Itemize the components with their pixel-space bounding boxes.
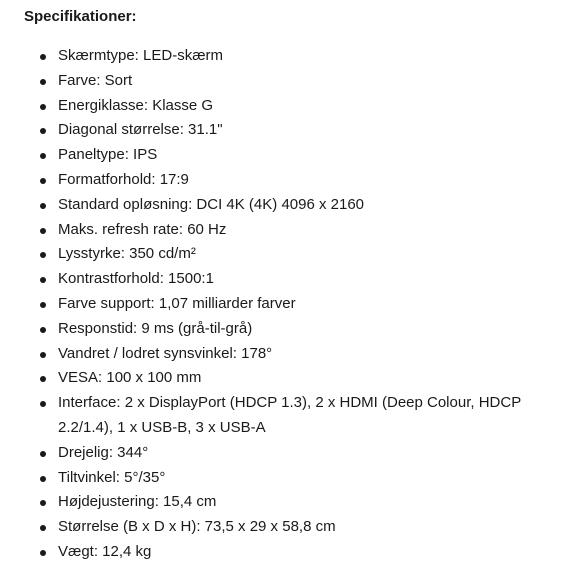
- spec-item-aspect-ratio: [0, 168, 567, 193]
- bullet-icon: [40, 525, 46, 531]
- bullet-icon: [40, 302, 46, 308]
- spec-text: Vandret / lodret synsvinkel: 178°: [58, 344, 273, 362]
- spec-item-response-time: [0, 317, 567, 342]
- spec-text: Lysstyrke: 350 cd/m²: [58, 245, 196, 263]
- spec-text: Energiklasse: Klasse G: [58, 96, 214, 114]
- spec-text: Skærmtype: LED-skærm: [58, 47, 224, 64]
- spec-text: Formatforhold: 17:9: [58, 170, 189, 188]
- spec-text: Responstid: 9 ms (grå-til-grå): [58, 319, 253, 337]
- spec-text: VESA: 100 x 100 mm: [58, 369, 202, 387]
- spec-text: Vægt: 12,4 kg: [58, 542, 152, 560]
- bullet-icon: [40, 104, 46, 110]
- spec-item-diagonal-size: [0, 118, 567, 143]
- bullet-icon: [40, 128, 46, 134]
- spec-item-color-support: [0, 292, 567, 317]
- bullet-icon: [40, 401, 46, 407]
- bullet-icon: [40, 228, 46, 234]
- spec-text: Maks. refresh rate: 60 Hz: [58, 220, 227, 238]
- bullet-icon: [40, 500, 46, 506]
- spec-text: Kontrastforhold: 1500:1: [58, 270, 214, 288]
- spec-text: Farve: Sort: [58, 71, 133, 89]
- bullet-icon: [40, 79, 46, 85]
- spec-text: Paneltype: IPS: [58, 146, 158, 164]
- spec-item-screen-type: [0, 44, 567, 69]
- spec-text: Standard opløsning: DCI 4K (4K) 4096 x 2160: [58, 195, 365, 213]
- spec-text: Interface: 2 x DisplayPort (HDCP 1.3), 2 x HDMI (Deep Colour, HDCP 2.2/1.4), 1 x USB-B, 3 x USB-A: [58, 394, 521, 436]
- spec-text: Størrelse (B x D x H): 73,5 x 29 x 58,8 cm: [58, 518, 336, 536]
- bullet-icon: [40, 376, 46, 382]
- spec-item-height-adjustment: [0, 490, 567, 515]
- spec-item-refresh-rate: [0, 218, 567, 243]
- spec-item-energy-class: [0, 94, 567, 119]
- bullet-icon: [40, 327, 46, 333]
- bullet-icon: [40, 252, 46, 258]
- spec-text: Farve support: 1,07 milliarder farver: [58, 294, 296, 312]
- spec-text: Tiltvinkel: 5°/35°: [58, 468, 166, 486]
- bullet-icon: [40, 476, 46, 482]
- spec-item-weight: [0, 540, 567, 565]
- spec-item-resolution: [0, 193, 567, 218]
- bullet-icon: [40, 203, 46, 209]
- bullet-icon: [40, 178, 46, 184]
- spec-item-tilt: [0, 466, 567, 491]
- spec-text: Drejelig: 344°: [58, 443, 149, 461]
- spec-item-color: [0, 69, 567, 94]
- spec-text: Højdejustering: 15,4 cm: [58, 493, 217, 511]
- bullet-icon: [40, 550, 46, 556]
- spec-item-viewing-angle: [0, 342, 567, 367]
- bullet-icon: [40, 54, 46, 60]
- spec-item-panel-type: [0, 143, 567, 168]
- spec-text: Diagonal størrelse: 31.1": [58, 121, 223, 139]
- spec-item-dimensions: [0, 515, 567, 540]
- spec-item-vesa: [0, 366, 567, 391]
- bullet-icon: [40, 352, 46, 358]
- spec-item-interface: [0, 391, 567, 441]
- spec-item-contrast-ratio: [0, 267, 567, 292]
- bullet-icon: [40, 277, 46, 283]
- spec-item-swivel: [0, 441, 567, 466]
- specifications-list: [0, 44, 567, 565]
- bullet-icon: [40, 153, 46, 159]
- specifications-heading: Specifikationer:: [24, 8, 137, 25]
- bullet-icon: [40, 451, 46, 457]
- spec-item-brightness: [0, 242, 567, 267]
